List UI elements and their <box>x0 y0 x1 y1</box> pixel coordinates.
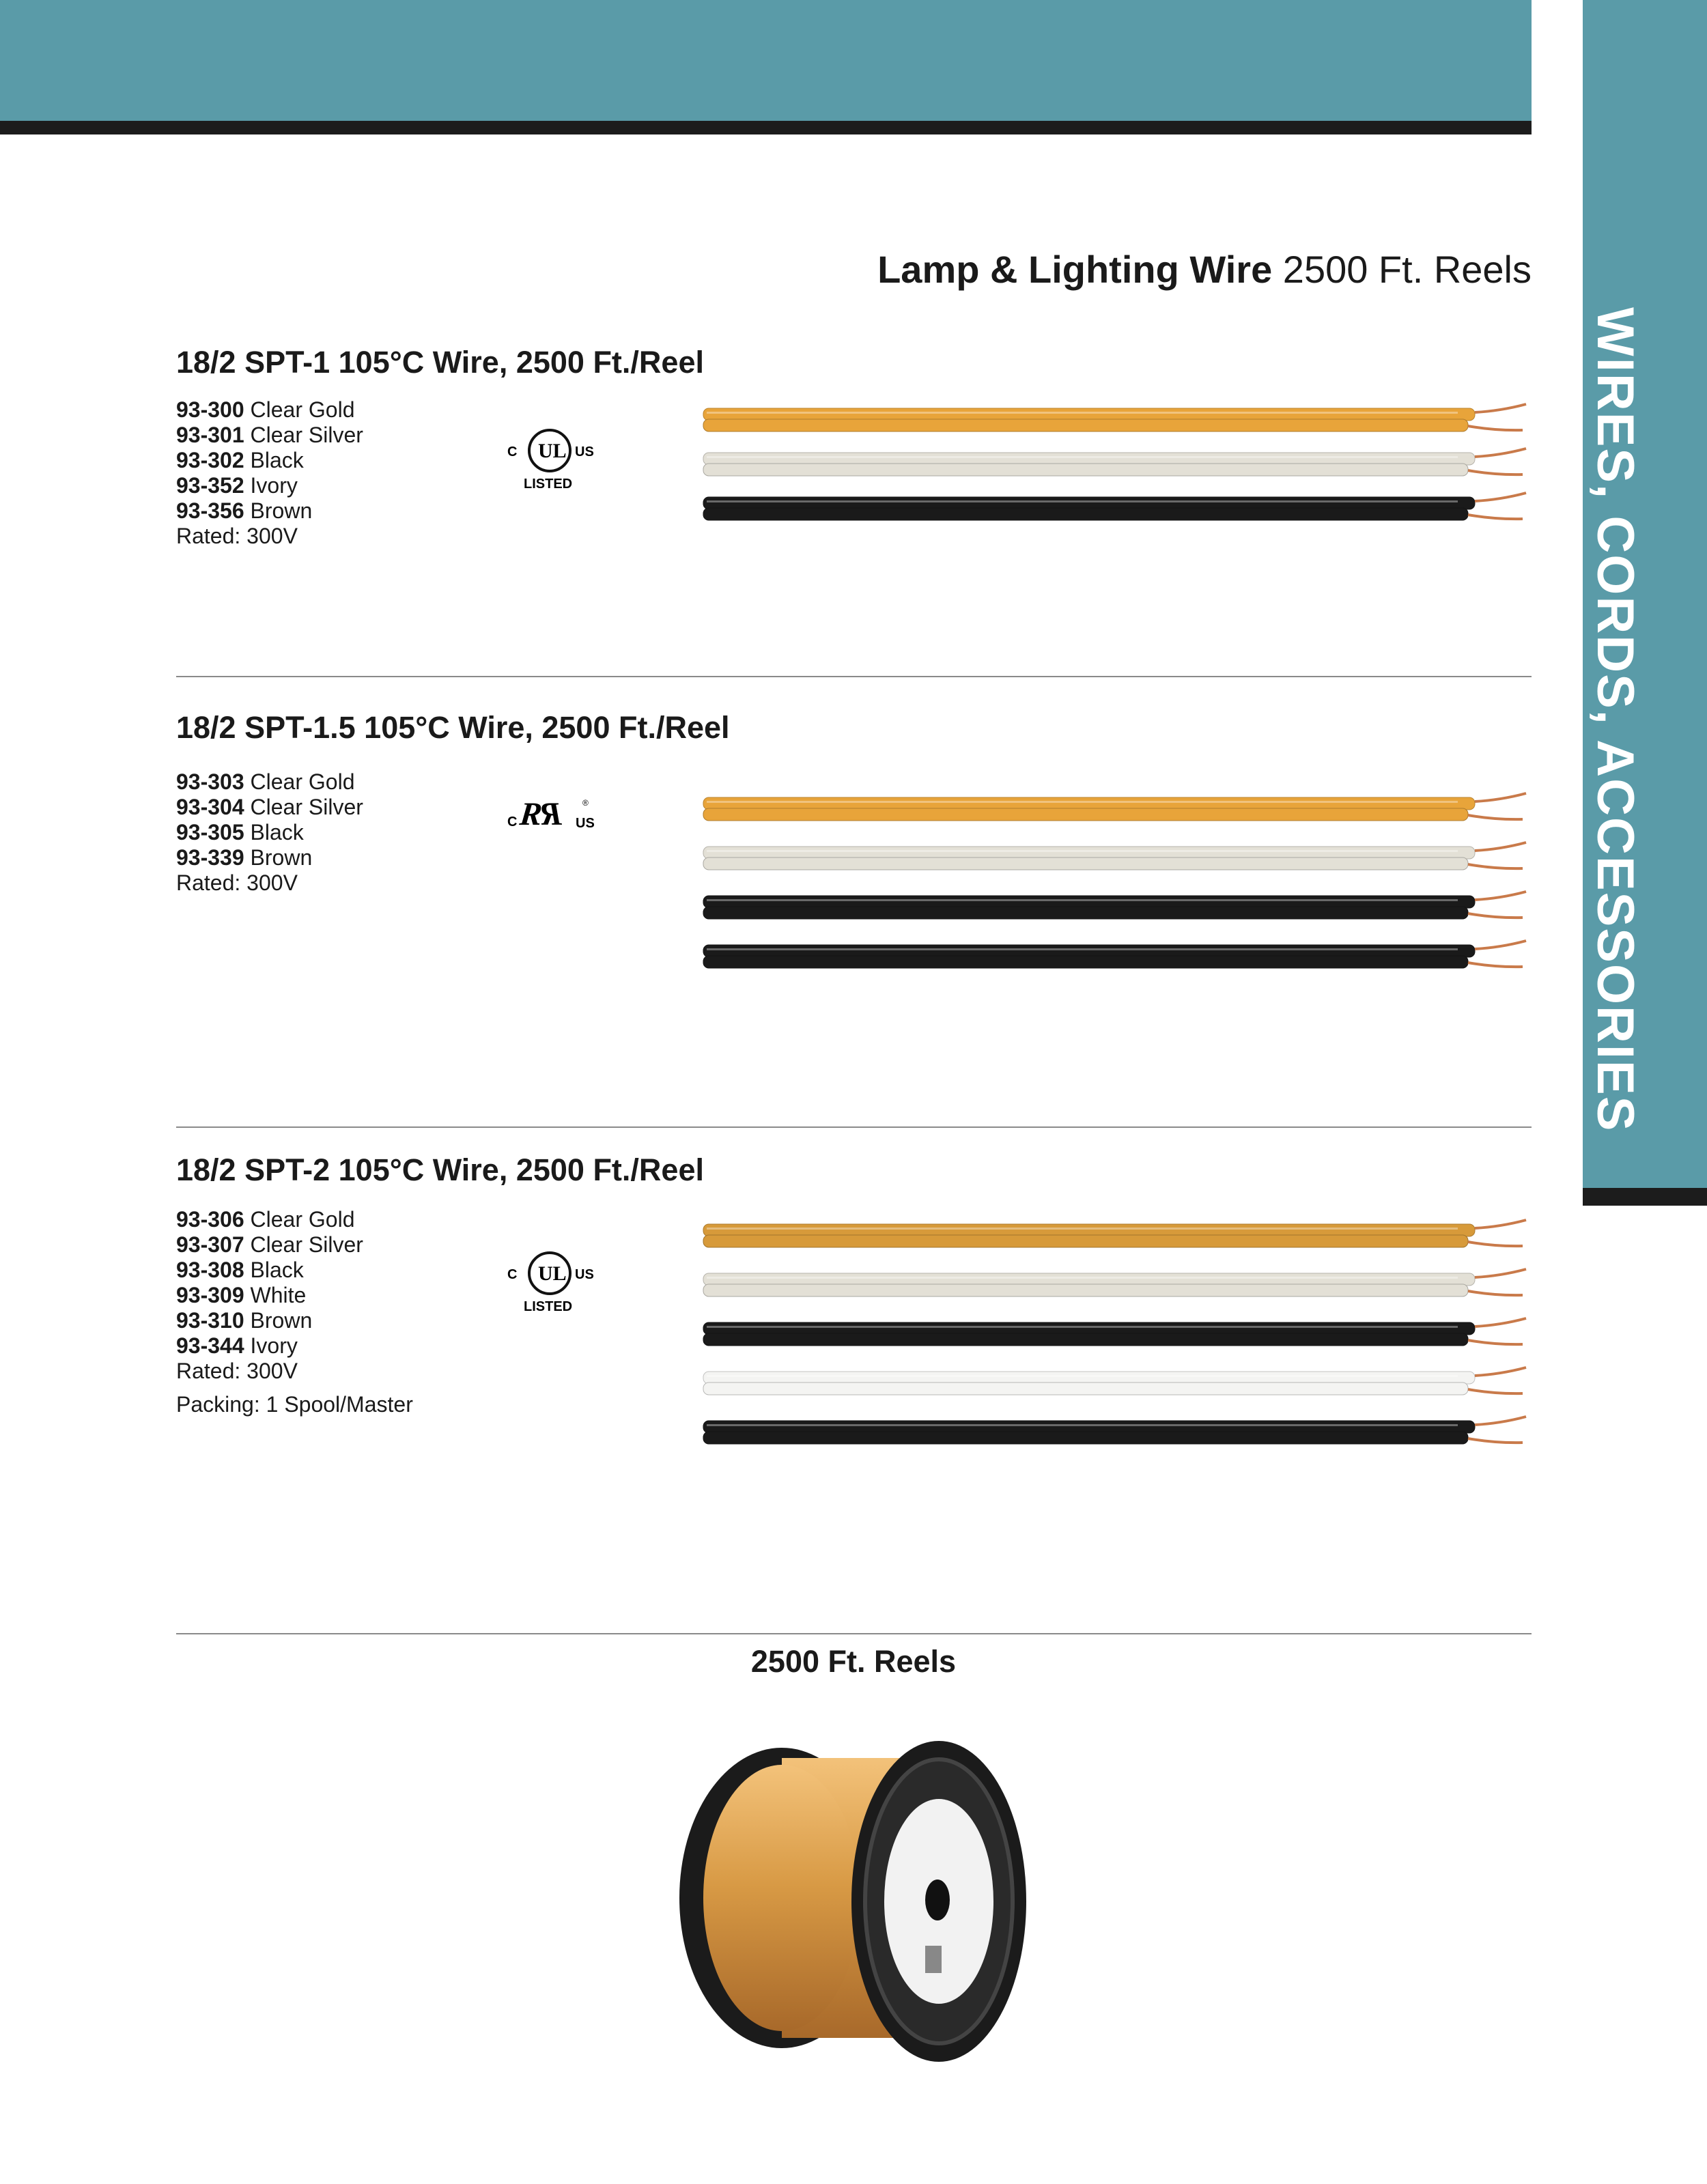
svg-text:US: US <box>575 1267 594 1282</box>
header-band <box>0 0 1532 121</box>
reels-title: 2500 Ft. Reels <box>750 1644 957 1679</box>
page-title-normal: 2500 Ft. Reels <box>1282 248 1532 291</box>
ul-recognized-logo <box>502 792 604 840</box>
svg-text:UL: UL <box>538 1262 567 1285</box>
wire-sample <box>703 1318 1526 1346</box>
list-item: 93-308 Black <box>176 1258 304 1282</box>
list-item: 93-304 Clear Silver <box>176 795 363 819</box>
copper-lead <box>1475 1220 1526 1228</box>
rating-text: Rated: 300V <box>176 524 298 548</box>
wire-spool-image <box>666 1727 1034 2069</box>
copper-lead <box>1468 470 1523 474</box>
divider <box>176 1633 1532 1634</box>
copper-lead <box>1475 449 1526 457</box>
list-item: 93-303 Clear Gold <box>176 769 355 794</box>
section-title-spt1: 18/2 SPT-1 105°C Wire, 2500 Ft./Reel <box>176 345 704 380</box>
copper-lead <box>1468 1389 1523 1393</box>
copper-lead <box>1468 1291 1523 1295</box>
list-item: 93-356 Brown <box>176 498 313 523</box>
divider <box>176 1126 1532 1128</box>
svg-text:®: ® <box>582 798 589 808</box>
copper-lead <box>1475 493 1526 501</box>
header-rule <box>0 121 1532 134</box>
copper-lead <box>1475 842 1526 851</box>
divider <box>176 676 1532 677</box>
copper-lead <box>1475 1269 1526 1277</box>
copper-lead <box>1468 1340 1523 1344</box>
wire-sample <box>703 449 1526 476</box>
wire-sample <box>703 1220 1526 1247</box>
list-item: 93-302 Black <box>176 448 304 472</box>
list-item: 93-306 Clear Gold <box>176 1207 355 1232</box>
copper-lead <box>1468 815 1523 819</box>
list-item: 93-352 Ivory <box>176 473 298 498</box>
svg-text:LISTED: LISTED <box>524 1299 573 1314</box>
item-list-spt15 <box>176 769 363 896</box>
copper-lead <box>1468 426 1523 430</box>
ul-listed-logo <box>502 420 604 495</box>
copper-lead <box>1468 963 1523 967</box>
copper-lead <box>1475 941 1526 949</box>
copper-lead <box>1475 1318 1526 1327</box>
rating-text: Rated: 300V <box>176 1359 298 1383</box>
copper-lead <box>1468 864 1523 868</box>
wire-sample <box>703 404 1526 431</box>
wire-sample <box>703 1367 1526 1395</box>
list-item: 93-300 Clear Gold <box>176 397 355 422</box>
svg-text:LISTED: LISTED <box>524 477 573 492</box>
copper-lead <box>1475 404 1526 412</box>
rating-text: Rated: 300V <box>176 870 298 895</box>
wire-sample <box>703 1269 1526 1296</box>
wire-sample <box>703 842 1526 870</box>
copper-lead <box>1468 515 1523 519</box>
ul-listed-logo <box>502 1243 604 1318</box>
page-title-bold: Lamp & Lighting Wire <box>877 248 1273 291</box>
packing-text: Packing: 1 Spool/Master <box>176 1392 413 1417</box>
copper-lead <box>1475 892 1526 900</box>
svg-text:R: R <box>539 796 562 832</box>
svg-text:US: US <box>575 444 594 459</box>
copper-lead <box>1475 1417 1526 1425</box>
wire-sample <box>703 793 1526 821</box>
list-item: 93-301 Clear Silver <box>176 423 363 447</box>
wire-samples-spt1 <box>700 396 1540 539</box>
wire-sample <box>703 941 1526 968</box>
svg-text:C: C <box>507 444 518 459</box>
list-item: 93-307 Clear Silver <box>176 1232 363 1257</box>
copper-lead <box>1468 1438 1523 1443</box>
wire-samples-spt15 <box>700 785 1540 983</box>
wire-samples-spt2 <box>700 1212 1540 1464</box>
page-title <box>877 247 1532 292</box>
section-title-spt15: 18/2 SPT-1.5 105°C Wire, 2500 Ft./Reel <box>176 710 730 745</box>
list-item: 93-309 White <box>176 1283 307 1307</box>
wire-sample <box>703 493 1526 520</box>
list-item: 93-310 Brown <box>176 1308 313 1333</box>
svg-text:C: C <box>507 814 518 829</box>
copper-lead <box>1468 913 1523 918</box>
wire-sample <box>703 892 1526 919</box>
svg-text:US: US <box>576 816 595 831</box>
list-item: 93-305 Black <box>176 820 304 845</box>
copper-lead <box>1468 1242 1523 1246</box>
copper-lead <box>1475 793 1526 802</box>
list-item: 93-344 Ivory <box>176 1333 298 1358</box>
side-tab-label: WIRES, CORDS, ACCESSORIES <box>1586 307 1644 1133</box>
wire-sample <box>703 1417 1526 1444</box>
side-tab-rule <box>1583 1188 1707 1206</box>
svg-text:UL: UL <box>538 440 567 462</box>
item-list-spt2 <box>176 1207 413 1417</box>
copper-lead <box>1475 1367 1526 1376</box>
item-list-spt1 <box>176 397 363 549</box>
list-item: 93-339 Brown <box>176 845 313 870</box>
svg-text:R: R <box>518 796 544 832</box>
section-title-spt2: 18/2 SPT-2 105°C Wire, 2500 Ft./Reel <box>176 1152 704 1187</box>
svg-text:C: C <box>507 1267 518 1282</box>
